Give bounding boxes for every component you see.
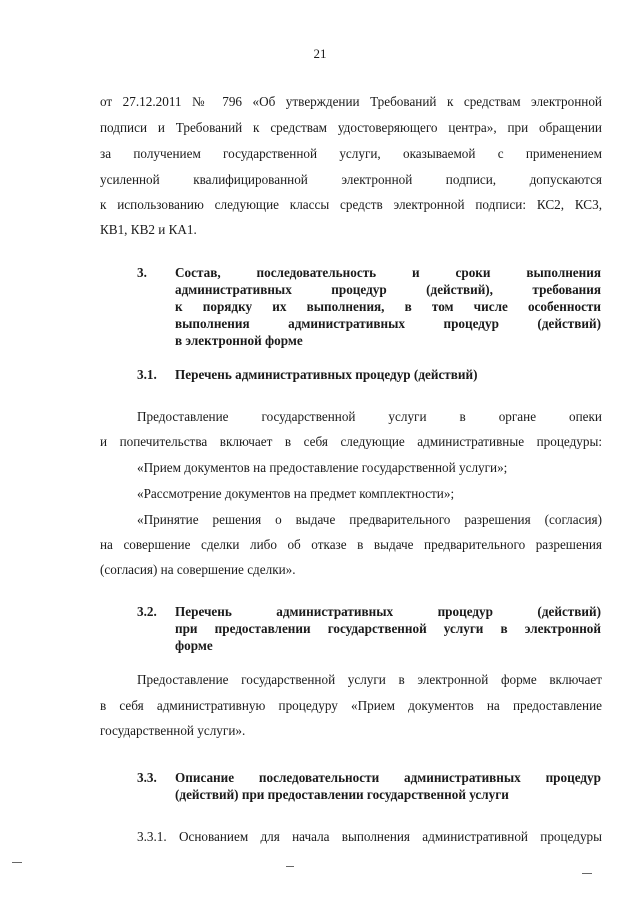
section-3-3-number: 3.3. (137, 770, 157, 785)
section-3-3-line: 3.3.1. Основанием для начала выполнения административной процедуры (137, 829, 602, 844)
section-3-3-title-line: (действий) при предоставлении государственной услуги (175, 787, 509, 802)
scan-speck (582, 873, 592, 874)
page-number: 21 (313, 46, 327, 61)
section-3-title-line: к порядку их выполнения, в том числе особенности (175, 299, 601, 314)
section-3-title-line: в электронной форме (175, 333, 303, 348)
intro-line: к использованию следующие классы средств электронной подписи: КС2, КС3, (100, 197, 602, 212)
section-3-1-number: 3.1. (137, 367, 157, 382)
section-3-1-line: на совершение сделки либо об отказе в выдаче предварительного разрешения (100, 537, 602, 552)
intro-line: КВ1, КВ2 и КА1. (100, 222, 197, 237)
section-3-2-line: в себя административную процедуру «Прием документов на предоставление (100, 698, 602, 713)
intro-line: подписи и Требований к средствам удостоверяющего центра», при обращении (100, 120, 602, 135)
section-3-title-line: выполнения административных процедур (действий) (175, 316, 601, 331)
section-3-2-title-line: форме (175, 638, 213, 653)
intro-line: за получением государственной услуги, оказываемой с применением (100, 146, 602, 161)
intro-line: усиленной квалифицированной электронной подписи, допускаются (100, 172, 602, 187)
section-3-2-title-line: Перечень административных процедур (действий) (175, 604, 601, 619)
section-3-1-line: (согласия) на совершение сделки». (100, 562, 296, 577)
section-3-2-line: Предоставление государственной услуги в электронной форме включает (137, 672, 602, 687)
scan-speck (286, 866, 294, 867)
intro-line: от 27.12.2011 № 796 «Об утверждении Требований к средствам электронной (100, 94, 602, 109)
section-3-3-title-line: Описание последовательности административных процедур (175, 770, 601, 785)
section-3-1-line: «Принятие решения о выдаче предварительного разрешения (согласия) (137, 512, 602, 527)
section-3-1-line: «Рассмотрение документов на предмет комплектности»; (137, 486, 455, 501)
section-3-1-line: «Прием документов на предоставление государственной услуги»; (137, 460, 508, 475)
section-3-1-line: Предоставление государственной услуги в органе опеки (137, 409, 602, 424)
scan-speck (12, 862, 22, 863)
section-3-2-line: государственной услуги». (100, 723, 246, 738)
section-3-number: 3. (137, 265, 147, 280)
section-3-1-line: и попечительства включает в себя следующие административные процедуры: (100, 434, 602, 449)
section-3-2-number: 3.2. (137, 604, 157, 619)
section-3-1-title: Перечень административных процедур (действий) (175, 367, 478, 382)
section-3-2-title-line: при предоставлении государственной услуги в электронной (175, 621, 601, 636)
section-3-title-line: Состав, последовательность и сроки выполнения (175, 265, 601, 280)
section-3-title-line: административных процедур (действий), требования (175, 282, 601, 297)
